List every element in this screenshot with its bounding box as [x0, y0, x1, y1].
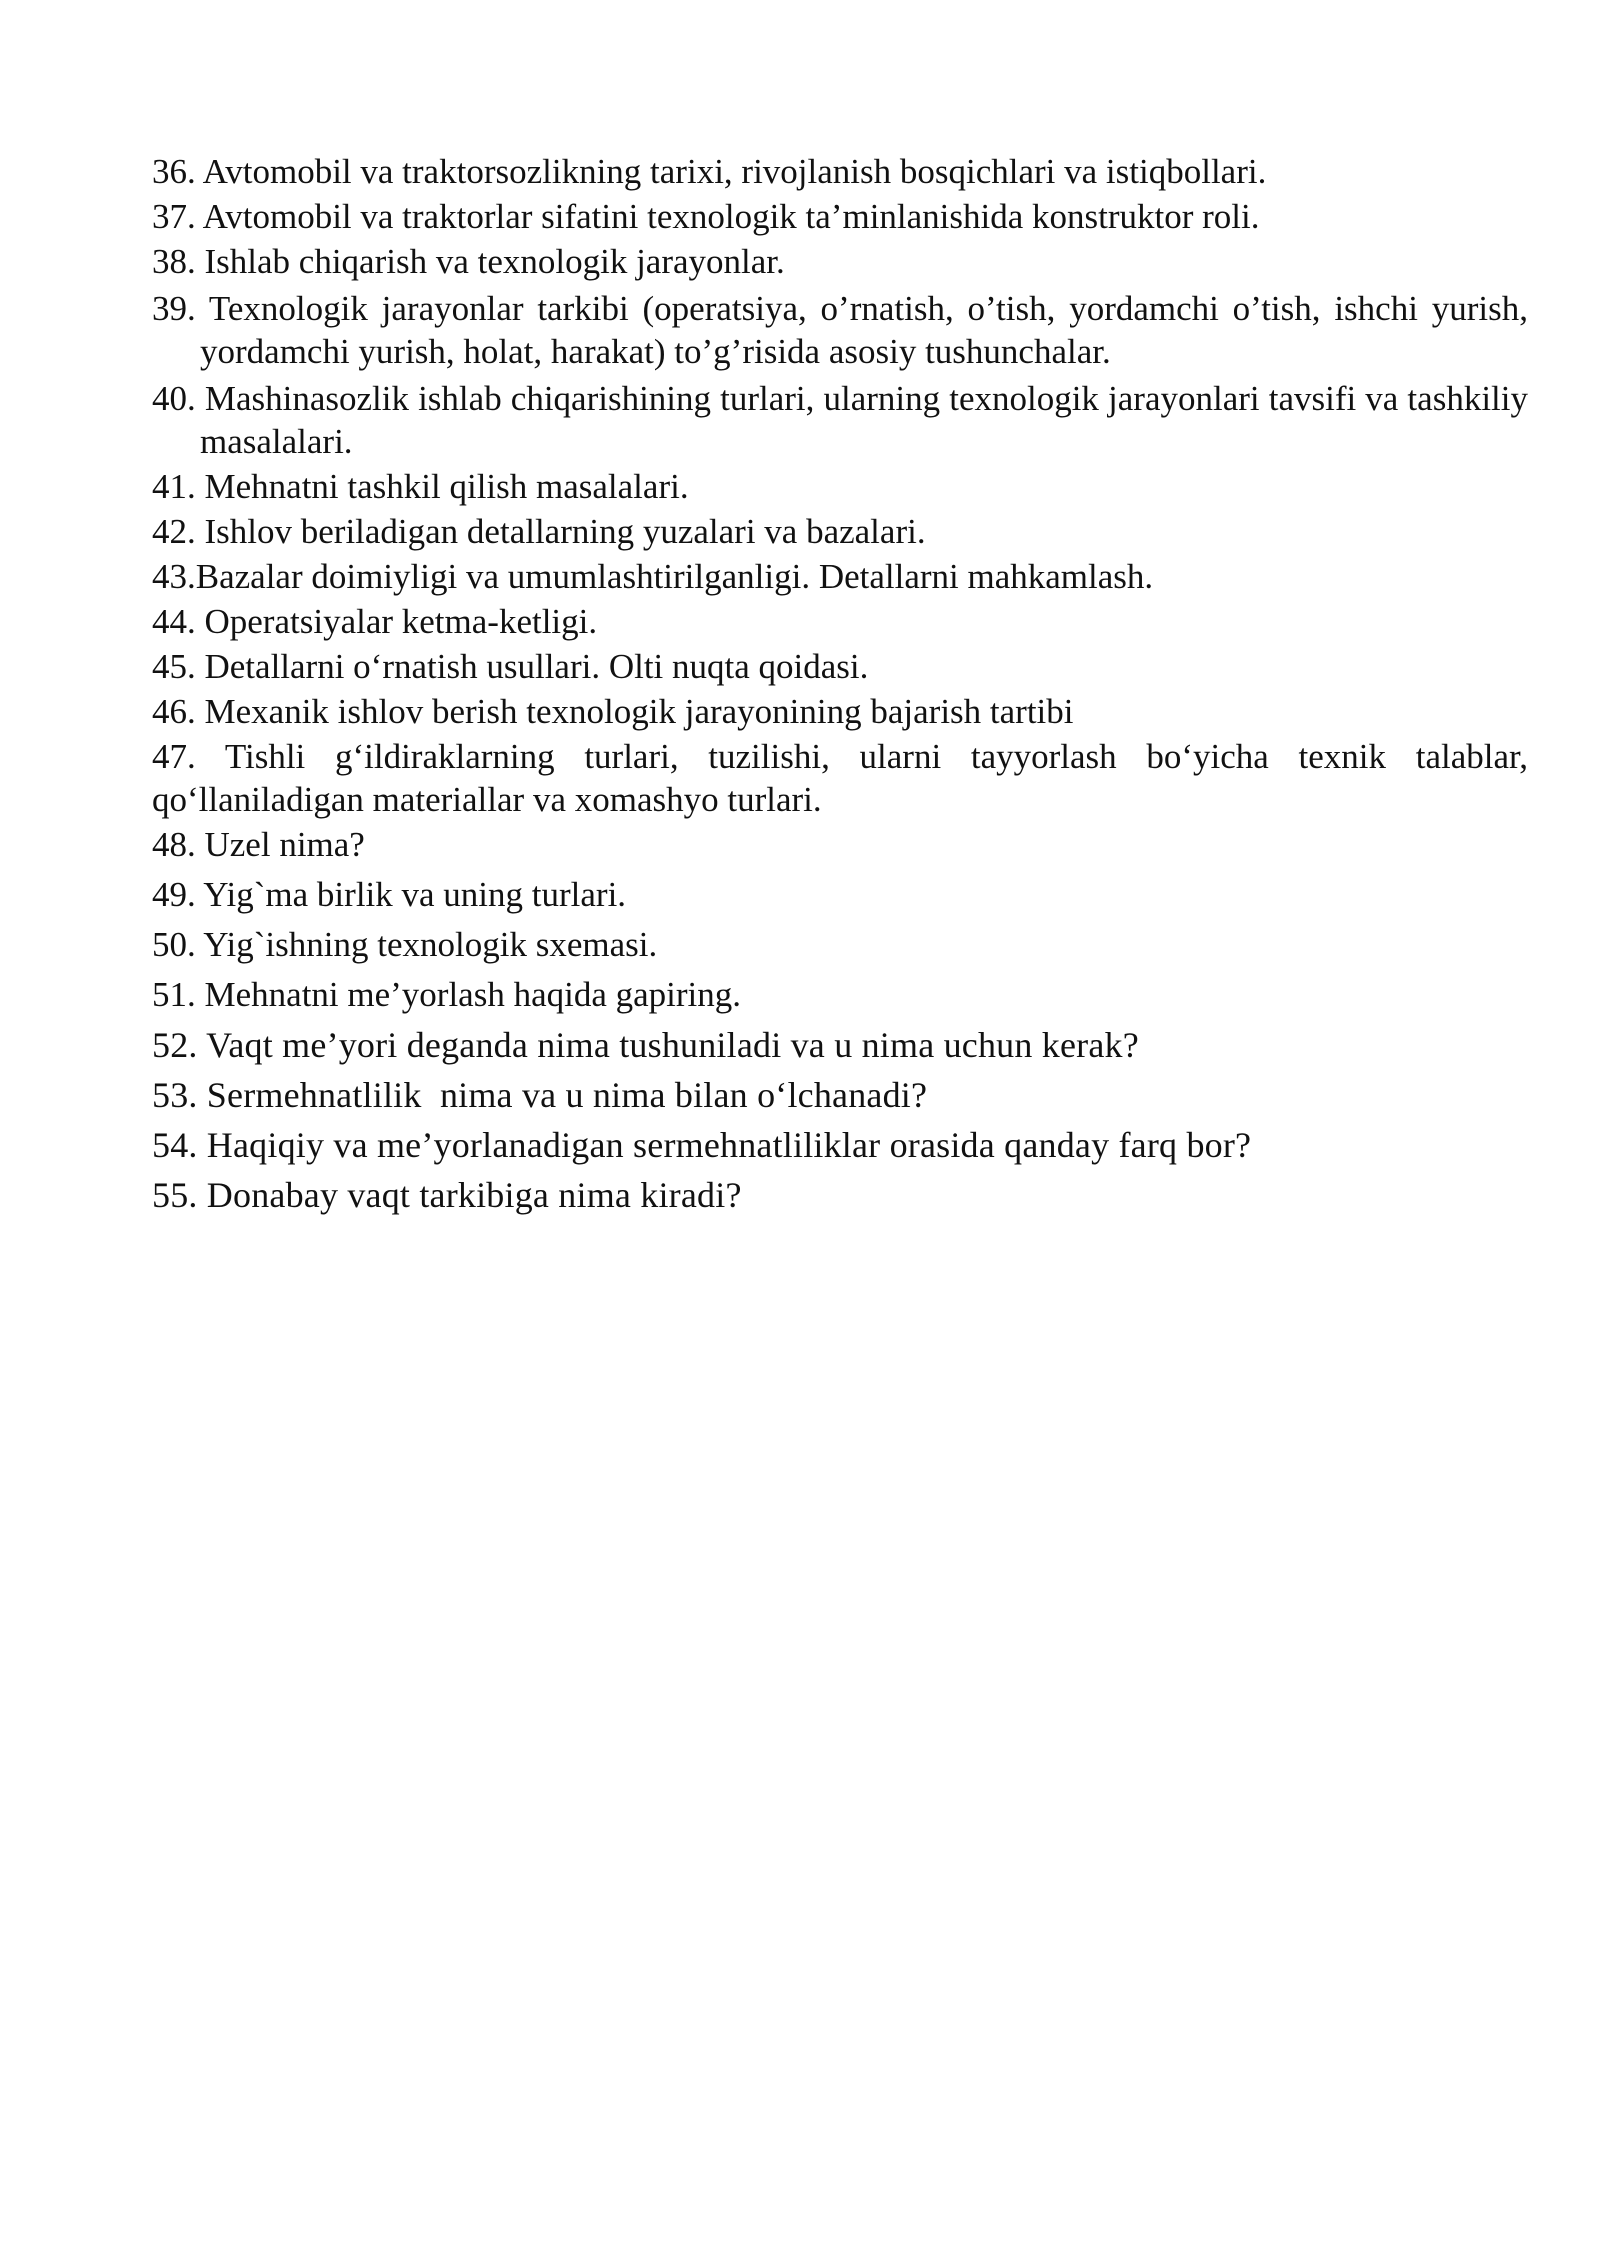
question-list [152, 150, 1528, 1223]
question-39: 39. Texnologik jarayonlar tarkibi (operatsiya, o’rnatish, o’tish, yordamchi o’tish, ishchi yurish, yordamchi yurish, holat, harakat) to’g’risida asosiy tushunchalar. [152, 289, 1528, 371]
question-50: 50. Yig`ishning texnologik sxemasi. [152, 925, 658, 964]
question-53: 53. Sermehnatlilik nima va u nima bilan o‘lchanadi? [152, 1075, 928, 1115]
question-45: 45. Detallarni o‘rnatish usullari. Olti nuqta qoidasi. [152, 647, 869, 686]
question-42: 42. Ishlov beriladigan detallarning yuzalari va bazalari. [152, 512, 926, 551]
question-49: 49. Yig`ma birlik va uning turlari. [152, 875, 627, 914]
question-36: 36. Avtomobil va traktorsozlikning tarixi, rivojlanish bosqichlari va istiqbollari. [152, 152, 1267, 191]
question-48: 48. Uzel nima? [152, 825, 365, 864]
question-55: 55. Donabay vaqt tarkibiga nima kiradi? [152, 1175, 742, 1215]
question-54: 54. Haqiqiy va me’yorlanadigan sermehnatliliklar orasida qanday farq bor? [152, 1125, 1252, 1165]
question-38: 38. Ishlab chiqarish va texnologik jarayonlar. [152, 242, 785, 281]
question-44: 44. Operatsiyalar ketma-ketligi. [152, 602, 598, 641]
question-51: 51. Mehnatni me’yorlash haqida gapiring. [152, 975, 742, 1014]
question-43: 43.Bazalar doimiyligi va umumlashtirilganligi. Detallarni mahkamlash. [152, 557, 1154, 596]
question-52: 52. Vaqt me’yori deganda nima tushuniladi va u nima uchun kerak? [152, 1025, 1139, 1065]
question-37: 37. Avtomobil va traktorlar sifatini texnologik ta’minlanishida konstruktor roli. [152, 197, 1260, 236]
question-47: 47. Tishli g‘ildiraklarning turlari, tuzilishi, ularni tayyorlash bo‘yicha texnik talablar, qo‘llaniladigan materiallar va xomashyo turlari. [152, 737, 1528, 819]
question-46: 46. Mexanik ishlov berish texnologik jarayonining bajarish tartibi [152, 692, 1074, 731]
question-41: 41. Mehnatni tashkil qilish masalalari. [152, 467, 689, 506]
question-40: 40. Mashinasozlik ishlab chiqarishining turlari, ularning texnologik jarayonlari tavsifi va tashkiliy masalalari. [152, 379, 1528, 461]
